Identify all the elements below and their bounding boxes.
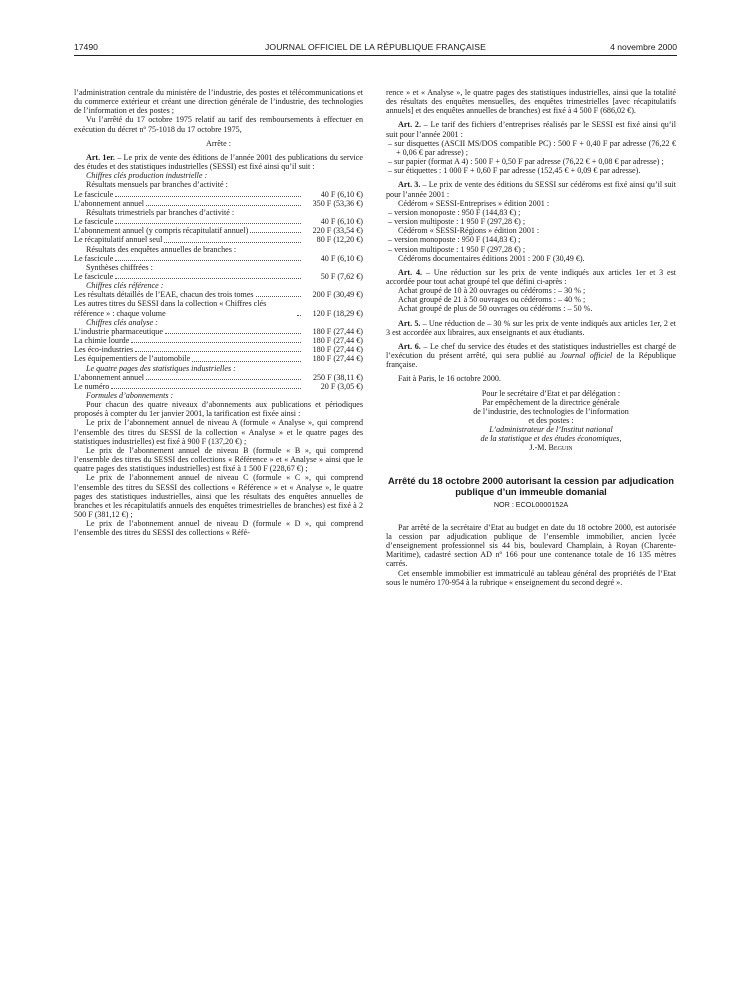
mensuels-heading: Résultats mensuels par branches d’activité : xyxy=(86,180,228,190)
decree-paragraph: Par arrêté de la secrétaire d’Etat au budget en date du 18 octobre 2000, est autorisée la cession par adjudication publique de l’ensemble immobilier, ancien lycée d’enseignement professionnel sis 44 bis, boulevard Champlain, à Royan (Charente-Maritime), cadastré section AD nº 166 pour une contenance totale de 16 135 mètres carrés. xyxy=(386,522,676,569)
vu-paragraph: Vu l’arrêté du 17 octobre 1975 relatif au tarif des remboursements à effectuer en exécution du décret nº 75-1018 du 17 octobre 1975, xyxy=(74,115,363,134)
price-value: 180 F (27,44 €) xyxy=(312,336,363,346)
signatory-name: J.-M. Beguin xyxy=(529,443,573,453)
list-item: – sur disquettes (ASCII MS/DOS compatible PC) : 500 F + 0,40 F par adresse (76,22 € + 0,06 € par adresse) ; xyxy=(388,138,676,157)
price-value: 40 F (6,10 €) xyxy=(320,189,363,199)
list-item: Achat groupé de 10 à 20 ouvrages ou cédéroms : – 30 % ; xyxy=(398,286,586,296)
production-heading: Chiffres clés production industrielle : xyxy=(86,171,208,181)
list-item: – version multiposte : 1 950 F (297,28 €) ; xyxy=(388,244,526,254)
price-label: Les éco-industries xyxy=(74,345,134,355)
quatre-pages-heading: Le quatre pages des statistiques industrielles : xyxy=(86,363,236,373)
right-column xyxy=(386,88,676,587)
price-value: 180 F (27,44 €) xyxy=(312,326,363,336)
leader-dots xyxy=(256,296,301,297)
price-row xyxy=(74,354,363,363)
price-label: L’abonnement annuel xyxy=(74,198,145,208)
article-3-head: Art. 3. xyxy=(398,180,421,190)
signature-block xyxy=(386,389,676,453)
article-6 xyxy=(386,342,676,369)
cederom-documentaires: Cédéroms documentaires éditions 2001 : 200 F (30,49 €). xyxy=(398,253,585,263)
enquetes-heading: Résultats des enquêtes annuelles de branches : xyxy=(86,244,237,254)
cederom-heading: Cédérom « SESSI-Régions » édition 2001 : xyxy=(398,226,540,236)
left-column xyxy=(74,88,363,538)
price-row xyxy=(74,290,363,299)
journal-title: JOURNAL OFFICIEL DE LA RÉPUBLIQUE FRANÇAISE xyxy=(265,42,486,52)
cederom-heading: Cédérom « SESSI-Entreprises » édition 2001 : xyxy=(398,198,550,208)
price-row xyxy=(74,226,363,235)
list-item: – version monoposte : 950 F (144,83 €) ; xyxy=(388,207,521,217)
price-label: Le fascicule xyxy=(74,253,114,263)
leader-dots xyxy=(192,361,301,362)
nor-reference: NOR : ECOL0000152A xyxy=(493,499,569,509)
article-6-text: – Le chef du service des études et des statistiques industrielles est chargé de l’exécution du présent arrêté, qui sera publié au xyxy=(386,341,677,361)
formules-heading: Formules d’abonnements : xyxy=(86,391,174,400)
price-label: Les autres titres du SESSI dans la collection « Chiffres clés référence » : chaque volume xyxy=(74,299,267,318)
price-label: La chimie lourde xyxy=(74,336,130,346)
article-2 xyxy=(386,120,676,138)
article-4-text: – Une réduction sur les prix de vente indiqués aux articles 1er et 3 est accordée pour tout achat groupé tel que défini ci-après : xyxy=(386,267,677,286)
leader-dots xyxy=(135,351,301,352)
price-label: Le fascicule xyxy=(74,271,114,281)
signature-line: de l’industrie, des technologies de l’information xyxy=(473,406,629,416)
price-value: 40 F (6,10 €) xyxy=(320,253,363,263)
leader-dots xyxy=(115,196,301,197)
price-row xyxy=(74,382,363,391)
formule-d-paragraph: Le prix de l’abonnement annuel de niveau D (formule « D », qui comprend l’ensemble des titres du SESSI des collections « Réfé- xyxy=(74,519,363,538)
article-2-head: Art. 2. xyxy=(398,120,421,130)
price-value: 40 F (6,10 €) xyxy=(320,217,363,227)
list-item: Achat groupé de plus de 50 ouvrages ou cédéroms : – 50 %. xyxy=(398,304,593,314)
price-row xyxy=(74,345,363,354)
price-label: L’industrie pharmaceutique xyxy=(74,326,163,336)
price-row xyxy=(74,235,363,244)
article-1-head: Art. 1er. xyxy=(86,152,115,162)
list-item: Achat groupé de 21 à 50 ouvrages ou cédéroms : – 40 % ; xyxy=(398,295,586,305)
price-value: 180 F (27,44 €) xyxy=(312,345,363,355)
price-label: Le numéro xyxy=(74,381,110,391)
signature-line: Pour le secrétaire d’Etat et par délégation : xyxy=(481,388,621,398)
decree-paragraph: Cet ensemble immobilier est immatriculé au tableau général des propriétés de l’Etat sous le numéro 170-954 à la rubrique « enseignement du second degré ». xyxy=(386,568,676,587)
price-row xyxy=(74,336,363,345)
price-row xyxy=(74,299,363,317)
leader-dots xyxy=(297,315,301,316)
formule-c-paragraph: Le prix de l’abonnement annuel de niveau C (formule « C », qui comprend l’ensemble des titres du SESSI des collections « Référence » et « Analyse », le quatre pages des statistiques industrielles, ainsi que les résultats des enquêtes annuelles de branches et les récapitulatifs annuels des enquêtes trimestrielles de branches) est fixé à 2 500 F (381,12 €) ; xyxy=(74,473,363,520)
price-value: 20 F (3,05 €) xyxy=(320,381,363,391)
reference-heading: Chiffres clés référence : xyxy=(86,281,164,291)
analyse-heading: Chiffres clés analyse : xyxy=(86,317,158,327)
article-6-text-end: de la République française. xyxy=(386,351,676,370)
journal-officiel-ref: Journal officiel xyxy=(560,351,613,361)
price-label: Les équipementiers de l’automobile xyxy=(74,354,191,364)
price-value: 200 F (30,49 €) xyxy=(312,290,363,300)
page-header xyxy=(74,42,677,56)
trimestriels-heading: Résultats trimestriels par branches d’activité : xyxy=(86,207,235,217)
leader-dots xyxy=(111,388,301,389)
leader-dots xyxy=(146,379,301,380)
article-5-text: – Une réduction de – 30 % sur les prix de vente indiqués aux articles 1er, 2 et 3 est accordée aux libraires, aux enseignants et aux étudiants. xyxy=(386,318,677,337)
article-4 xyxy=(386,268,676,286)
leader-dots xyxy=(115,260,301,261)
fait-a-paris: Fait à Paris, le 16 octobre 2000. xyxy=(398,374,501,384)
formule-a-paragraph: Le prix de l’abonnement annuel de niveau A (formule « Analyse », qui comprend l’ensemble des titres du SESSI de la collection « Analyse » et le quatre pages des statistiques industrielles) est fixé à 900 F (137,20 €) ; xyxy=(74,418,363,446)
leader-dots xyxy=(115,223,301,224)
price-row xyxy=(74,254,363,263)
intro-paragraph: l’administration centrale du ministère de l’industrie, des postes et télécommunications et du commerce extérieur et créant une direction générale de l’industrie, des technologies de l’information et des postes ; xyxy=(74,88,363,116)
article-1-text: – Le prix de vente des éditions de l’année 2001 des publications du service des études et des statistiques industrielles (SESSI) est fixé ainsi qu’il suit : xyxy=(74,152,363,172)
leader-dots xyxy=(164,242,301,243)
price-row xyxy=(74,199,363,208)
list-item: – version multiposte : 1 950 F (297,28 €) ; xyxy=(388,217,526,227)
article-3-text: – Le prix de vente des éditions du SESSI sur cédéroms est fixé ainsi qu’il suit pour l’année 2001 : xyxy=(386,180,677,199)
price-value: 220 F (33,54 €) xyxy=(312,226,363,236)
article-2-text: – Le tarif des fichiers d’entreprises réalisés par le SESSI est fixé ainsi qu’il suit pour l’année 2001 : xyxy=(386,120,676,139)
price-label: L’abonnement annuel xyxy=(74,372,145,382)
article-5 xyxy=(386,319,676,337)
list-item: – sur papier (format A 4) : 500 F + 0,50 F par adresse (76,22 € + 0,08 € par adresse) ; xyxy=(388,157,664,167)
price-row xyxy=(74,217,363,226)
article-5-head: Art. 5. xyxy=(398,318,421,328)
list-item: – sur étiquettes : 1 000 F + 0,60 F par adresse (152,45 € + 0,09 € par adresse). xyxy=(388,166,641,176)
arrete-heading: Arrête : xyxy=(206,138,231,148)
price-value: 250 F (38,11 €) xyxy=(312,372,363,382)
leader-dots xyxy=(250,232,301,233)
header-rule xyxy=(74,55,677,56)
leader-dots xyxy=(115,278,301,279)
price-row xyxy=(74,190,363,199)
price-value: 50 F (7,62 €) xyxy=(320,271,363,281)
price-value: 80 F (12,20 €) xyxy=(316,235,363,245)
leader-dots xyxy=(131,342,301,343)
continuation-paragraph: rence » et « Analyse », le quatre pages des statistiques industrielles, ainsi que la totalité des résultats des enquêtes mensuelles, des enquêtes trimestrielles [avec récapitulatifs annuels] et des enquêtes annuelles de branches) est fixé à 4 500 F (686,02 €). xyxy=(386,88,676,116)
article-1 xyxy=(74,153,363,171)
price-label: Le fascicule xyxy=(74,189,114,199)
syntheses-heading: Synthèses chiffrées : xyxy=(86,262,153,272)
price-row xyxy=(74,373,363,382)
price-label: Les résultats détaillés de l’EAE, chacun des trois tomes xyxy=(74,290,254,300)
decree-title: Arrêté du 18 octobre 2000 autorisant la cession par adjudication publique d’un immeuble domanial xyxy=(387,474,675,497)
signature-line: et des postes : xyxy=(528,416,574,425)
leader-dots xyxy=(146,205,301,206)
article-3 xyxy=(386,180,676,198)
formule-b-paragraph: Le prix de l’abonnement annuel de niveau B (formule « B », qui comprend l’ensemble des titres du SESSI des collections « Référence » et « Analyse » ainsi que le quatre pages des statistiques industrielles) est fixé à 1 500 F (228,67 €) ; xyxy=(74,445,363,474)
price-value: 120 F (18,29 €) xyxy=(312,308,363,318)
page-number: 17490 xyxy=(74,42,98,52)
issue-date: 4 novembre 2000 xyxy=(610,42,677,52)
article-4-head: Art. 4. xyxy=(398,267,423,277)
list-item: – version monoposte : 950 F (144,83 €) ; xyxy=(388,235,521,245)
price-row xyxy=(74,272,363,281)
article-6-head: Art. 6. xyxy=(398,341,421,351)
price-value: 180 F (27,44 €) xyxy=(312,354,363,364)
price-label: Le fascicule xyxy=(74,217,114,227)
signature-line: L’administrateur de l’Institut national xyxy=(489,425,613,435)
signature-line: de la statistique et des études économiques, xyxy=(480,434,622,444)
formules-paragraph: Pour chacun des quatre niveaux d’abonnements aux publications et périodiques proposés à compter du 1er janvier 2001, la tarification est fixée ainsi : xyxy=(74,400,363,419)
price-value: 350 F (53,36 €) xyxy=(312,198,363,208)
price-row xyxy=(74,327,363,336)
leader-dots xyxy=(165,333,301,334)
price-label: L’abonnement annuel (y compris récapitulatif annuel) xyxy=(74,226,249,236)
price-label: Le récapitulatif annuel seul xyxy=(74,235,163,245)
signature-line: Par empêchement de la directrice générale xyxy=(482,397,620,407)
